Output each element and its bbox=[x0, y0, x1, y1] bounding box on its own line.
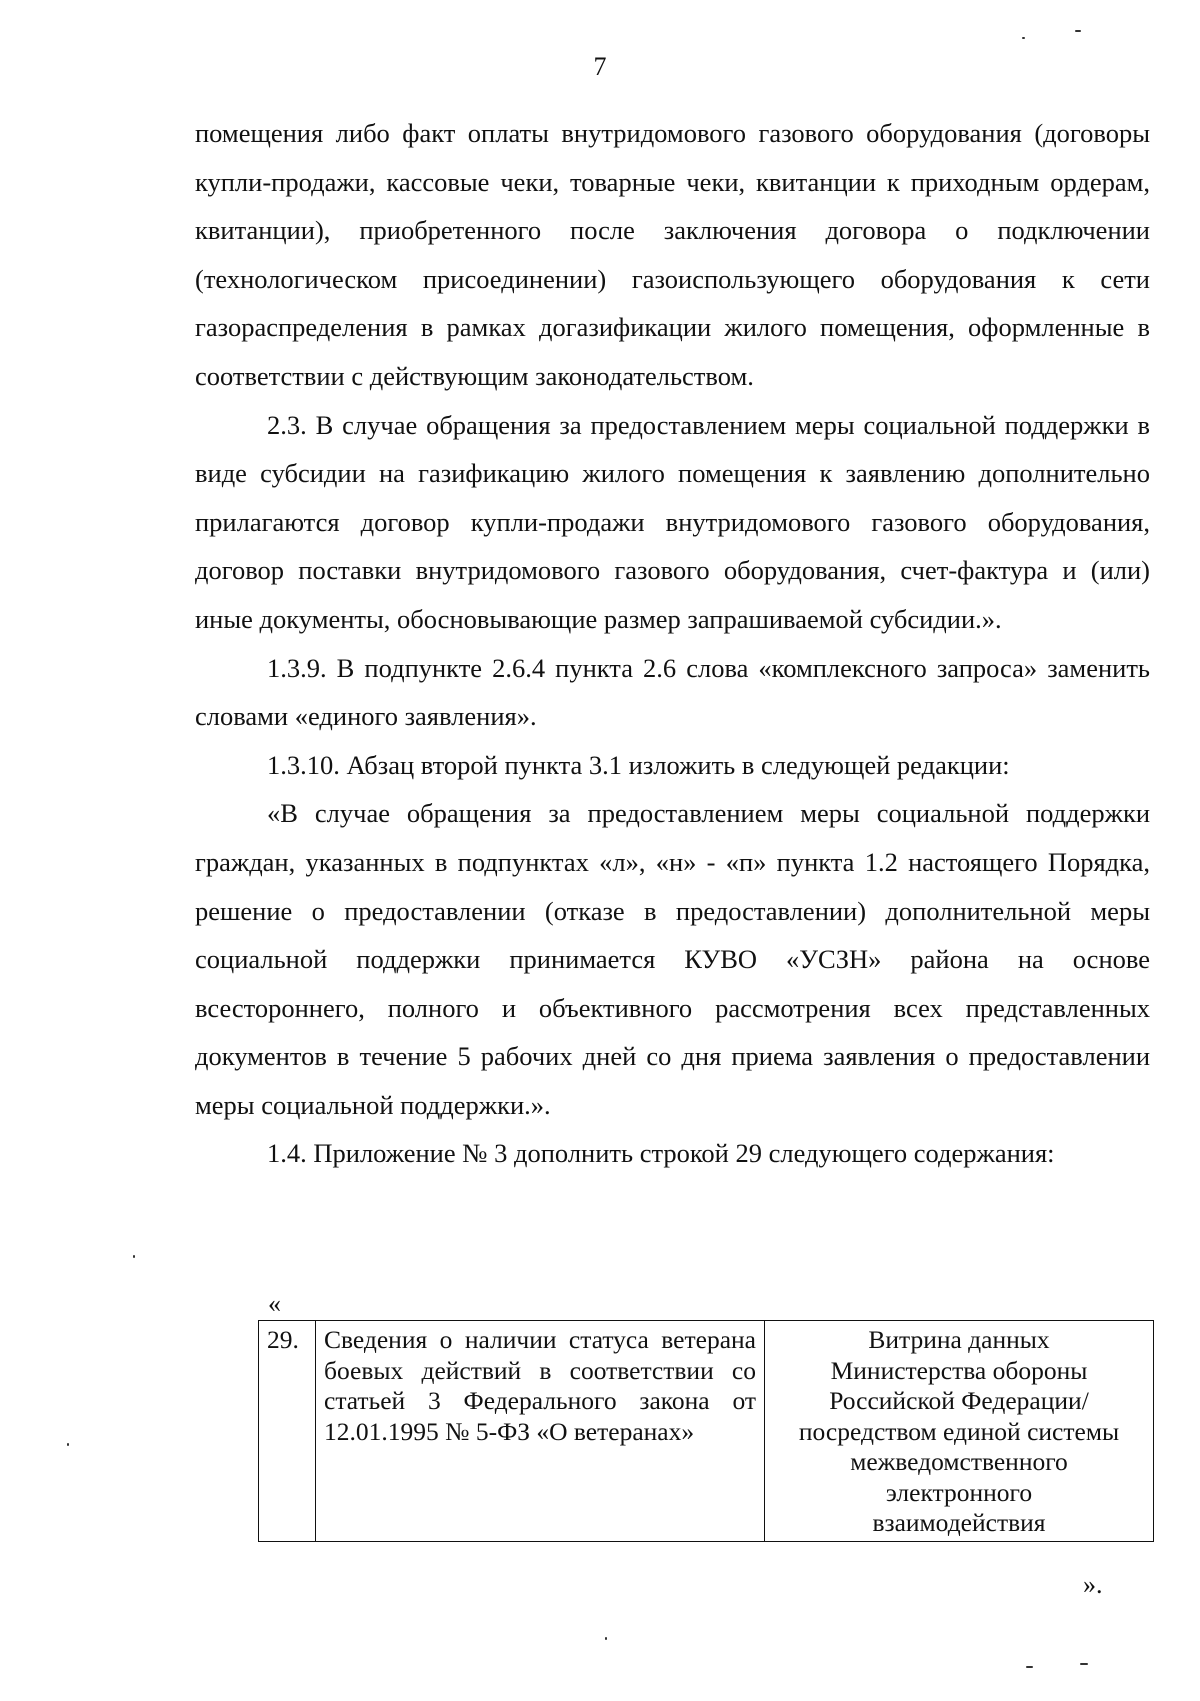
source-line: Министерства обороны bbox=[830, 1355, 1088, 1385]
scan-speck bbox=[1022, 37, 1025, 39]
scan-speck bbox=[1026, 1666, 1033, 1668]
scan-speck bbox=[605, 1637, 607, 1640]
table-row bbox=[259, 1321, 1154, 1542]
paragraph-continuation: помещения либо факт оплаты внутридомового газового оборудования (договоры купли-продажи, кассовые чеки, товарные чеки, квитанции к приходным ордерам, квитанции), приобретенного после заключения договора о подключении (технологическом присоединении) газоиспользующего оборудования к сети газораспределения в рамках догазификации жилого помещения, оформленные в соответствии с действующим законодательством. bbox=[195, 118, 1150, 391]
paragraph-quoted-text: «В случае обращения за предоставлением меры социальной поддержки граждан, указанных в подпунктах «л», «н» - «п» пункта 1.2 настоящего Порядка, решение о предоставлении (отказе в предоставлении) дополнительной меры социальной поддержки принимается КУВО «УСЗН» района на основе всестороннего, полного и объективного рассмотрения всех представленных документов в течение 5 рабочих дней со дня приема заявления о предоставлении меры социальной поддержки.». bbox=[195, 798, 1150, 1120]
source-line: Витрина данных bbox=[868, 1325, 1050, 1354]
scan-speck bbox=[1075, 30, 1081, 32]
document-body bbox=[195, 109, 1150, 1178]
row-source-cell bbox=[765, 1321, 1154, 1542]
paragraph-1-4: 1.4. Приложение № 3 дополнить строкой 29 следующего содержания: bbox=[267, 1138, 1055, 1169]
source-line: посредством единой системы bbox=[798, 1416, 1120, 1446]
scan-speck bbox=[1080, 1663, 1088, 1665]
paragraph-1-3-10: 1.3.10. Абзац второй пункта 3.1 изложить в следующей редакции: bbox=[267, 749, 1010, 780]
source-line: взаимодействия bbox=[872, 1508, 1046, 1537]
paragraph-1-3-9: 1.3.9. В подпункте 2.6.4 пункта 2.6 слова «комплексного запроса» заменить словами «единого заявления». bbox=[195, 652, 1150, 732]
appendix-table bbox=[258, 1320, 1154, 1542]
source-line: Российской Федерации/ bbox=[829, 1386, 1089, 1415]
scan-speck bbox=[67, 1443, 69, 1446]
row-info-cell: Сведения о наличии статуса ветерана боевых действий в соответствии со статьей 3 Федерального закона от 12.01.1995 № 5-ФЗ «О ветеранах» bbox=[316, 1321, 765, 1542]
source-line: межведомственного bbox=[850, 1447, 1068, 1476]
row-number-cell: 29. bbox=[259, 1321, 316, 1542]
scan-speck bbox=[133, 1255, 135, 1258]
page-number: 7 bbox=[593, 52, 607, 81]
closing-quote: ». bbox=[1083, 1570, 1103, 1599]
paragraph-2-3: 2.3. В случае обращения за предоставлением меры социальной поддержки в виде субсидии на газификацию жилого помещения к заявлению дополнительно прилагаются договор купли-продажи внутридомового газового оборудования, договор поставки внутридомового газового оборудования, счет-фактура и (или) иные документы, обосновывающие размер запрашиваемой субсидии.». bbox=[195, 409, 1150, 634]
opening-quote: « bbox=[268, 1289, 281, 1318]
source-line: электронного bbox=[885, 1477, 1033, 1507]
